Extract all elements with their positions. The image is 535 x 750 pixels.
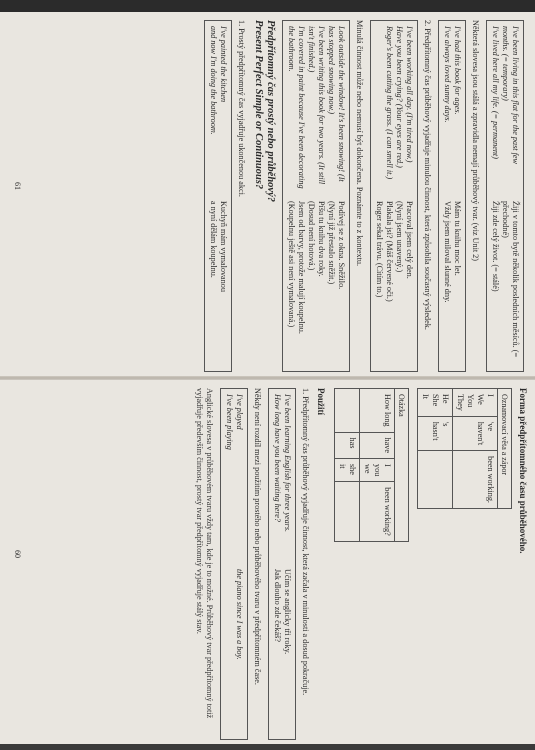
example-en: I've played I've been playing [225, 394, 244, 450]
table-cell: been working? [360, 482, 395, 541]
note-no-difference: Někdy není rozdíl mezi použitím prostého nebo průběhového tvaru v předpřítomném čase. [253, 388, 262, 685]
example-cz: the piano since I was a boy. [235, 569, 244, 660]
page-61-content [8, 20, 528, 372]
page-61 [0, 12, 535, 376]
example-cz: Kuchyň mám vymalovanou a nyní dělám koupelnu. [209, 201, 228, 292]
table-row [418, 389, 453, 509]
table-cell: have [360, 432, 395, 458]
example-en: I've painted the kitchen and now I'm doing the bathroom. [209, 26, 228, 135]
example-cz: Podívej se z okna. Sněžilo. (Nyní již přestalo sněžit.) Píšu tu knihu dva roky. (Dosud není hotová.) Jsem od barvy, protože malují koupelnu. (Koupelnu ještě asi není vymalovaná.) [287, 201, 346, 334]
example-en: I've been living in this flat for the past few months. (= temporary) I've lived here all my life. (= permanent) [491, 26, 520, 164]
page-number-60: 60 [13, 550, 22, 558]
section-heading-usage: Použití [316, 388, 326, 415]
example-box-context [282, 20, 350, 372]
section-title-simple-vs-continuous: Předpřítomný čas prostý nebo průběhový? Present Perfect Simple or Continuous? [253, 20, 276, 202]
example-cz: Učím se anglicky tři roky. Jak dlouho zde čekáš? [273, 569, 292, 655]
example-box-result [370, 20, 418, 372]
page-number-61: 61 [13, 182, 22, 190]
table-cell [335, 482, 360, 541]
example-en: Look outside the window! It's been snowing! (It has stopped snowing now.) I've been writing this book for two years. (It still isn't finished.) I'm covered in paint because I've been decorating the bathroom. [287, 26, 346, 189]
page-60-content [8, 388, 528, 740]
note-continuous-preference: Anglické slovesa v průběhovém tvaru vždy tam, kde je to možné. Průběhový tvar předpřítomný totiž vyjadřuje především činnost, prostý tvar předpřítomný vyjadřuje stálý stav. [195, 388, 214, 719]
example-box-final [204, 20, 232, 372]
scan-edge-bottom [0, 744, 535, 750]
table-title: Oznamovací věta a zápor [498, 389, 512, 509]
table-row [360, 389, 395, 542]
example-box-stative [438, 20, 466, 372]
table-cell: He She It [418, 389, 453, 417]
table-cell: 've haven't [453, 416, 498, 450]
example-en: I've had this book for ages. I've always loved sunny days. [443, 26, 462, 123]
example-box-temporary [486, 20, 524, 372]
scan-edge-top [0, 0, 535, 12]
table-row [453, 389, 498, 509]
example-cz: Pracoval jsem celý den. (Nyní jsem unavený.) Plakala jsi? (Máš červené oči.) Roger sekal trávu. (Cítím to.) [375, 201, 414, 302]
note-unfinished: Minulá činnost může nebo nemusí být dokončena. Poznámte to z kontextu. [355, 20, 364, 267]
example-en: I've been learning English for three years. How long have you been waiting here? [273, 394, 292, 533]
example-cz: Mám tu knihu moc let. Vždy jsem miloval slunné dny. [443, 201, 462, 303]
example-cz: Žiji v tomto bytě několik posledních měsíců. (= přechodné) Žiji zde celý život. (= stálé) [491, 201, 520, 358]
table-title: Otázka [395, 389, 409, 542]
affirmative-negative-table [417, 388, 512, 509]
table-row [335, 389, 360, 542]
question-table [334, 388, 409, 542]
table-cell: has [335, 432, 360, 458]
table-cell: I you we [360, 459, 395, 482]
example-box-piano [220, 388, 248, 740]
example-en: I've been working all day. (I'm tired now.) Have you been crying? (Your eyes are red.) Roger's been cutting the grass. (I can smell it.) [385, 26, 414, 180]
example-box-duration [268, 388, 296, 740]
usage-item-1: 1. Předpřítomný čas průběhový vyjadřuje činnost, která začala v minulosti a dosud pokračuje. [301, 388, 310, 696]
table-cell: been working. [453, 451, 498, 509]
table-cell [335, 389, 360, 433]
note-stative: Některá slovesa jsou stálá a zpravidla nemají průběhový tvar. (viz Unit 2) [471, 20, 480, 261]
usage-item-simple: 1. Prostý předpřítomný čas vyjadřuje ukončenou akci. [237, 20, 246, 197]
table-cell [418, 451, 453, 509]
table-cell: she it [335, 459, 360, 482]
table-cell: I We You They [453, 389, 498, 417]
table-cell: How long [360, 389, 395, 433]
page-60 [0, 380, 535, 744]
section-heading-form: Forma předpřítomného času průběhového. [518, 388, 528, 554]
usage-item-2: 2. Předpřítomný čas průběhový vyjadřuje minulou činnost, která způsobila současný výsledek. [423, 20, 432, 330]
table-cell: 's hasn't [418, 416, 453, 450]
